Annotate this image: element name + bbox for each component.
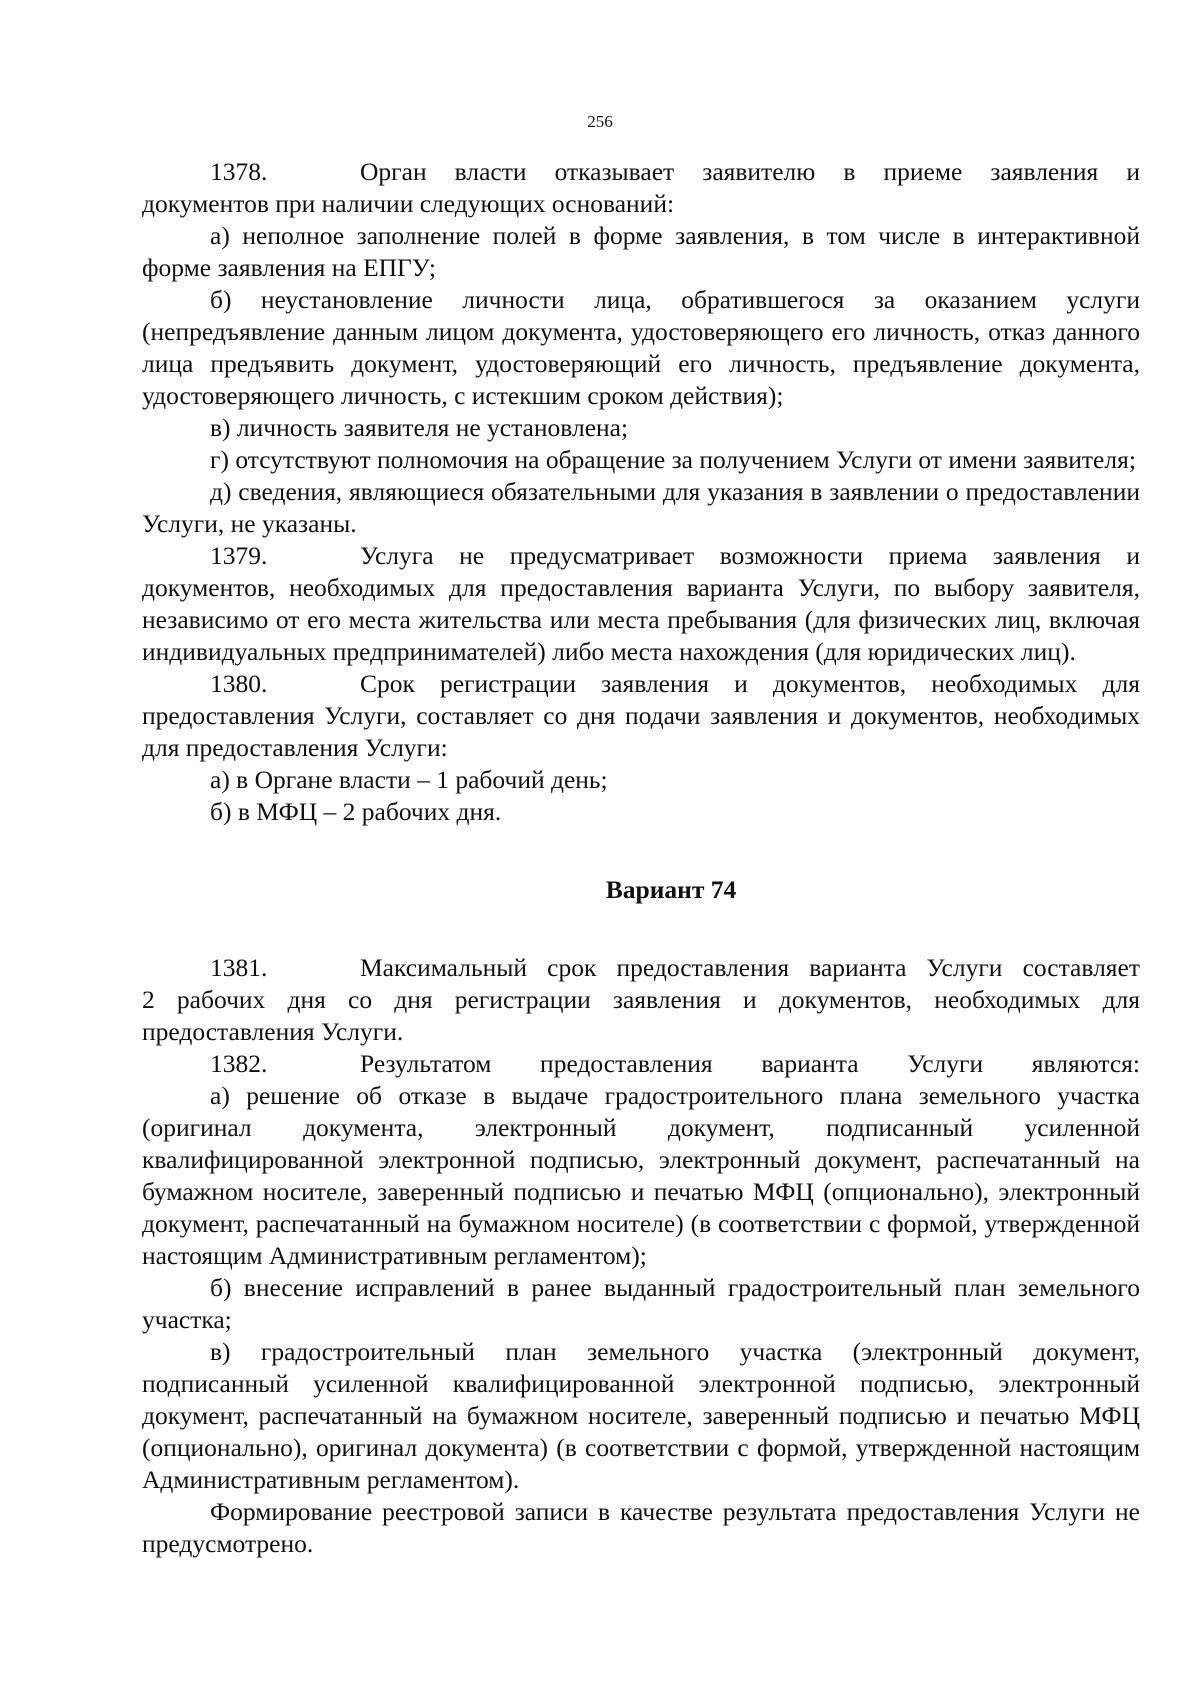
numbered-paragraph [142,156,1140,188]
numbered-paragraph [142,668,1140,700]
sub-paragraph: в) личность заявителя не установлена; [210,413,629,442]
sub-paragraph: Формирование реестровой записи в качестве результата предоставления Услуги не предусмотрено. [142,1497,1140,1558]
sub-paragraph: а) в Органе власти – 1 рабочий день; [210,765,608,794]
paragraph-first-line: Орган власти отказывает заявителю в приеме заявления и [360,157,1140,186]
sub-paragraph: б) в МФЦ – 2 рабочих дня. [210,797,502,826]
sub-paragraph: б) неустановление личности лица, обратившегося за оказанием услуги (непредъявление данным лицом документа, удостоверяющего его личность, отказ данного лица предъявить документ, удостоверяющий его личность, предъявление документа, удостоверяющего личность, с истекшим сроком действия); [142,285,1140,410]
numbered-paragraph [142,952,1140,984]
numbered-paragraph [142,1048,1140,1080]
numbered-paragraph [142,540,1140,572]
paragraph-number: 1382. [210,1049,268,1078]
section-heading: Вариант 74 [605,875,737,904]
sub-paragraph: д) сведения, являющиеся обязательными для указания в заявлении о предоставлении Услуги, не указаны. [142,477,1140,538]
paragraph-number: 1378. [210,157,268,186]
paragraph-number: 1381. [210,953,268,982]
paragraph-number: 1380. [210,669,268,698]
paragraph-number: 1379. [210,541,268,570]
sub-paragraph: г) отсутствуют полномочия на обращение за получением Услуги от имени заявителя; [210,445,1136,474]
paragraph-continuation: документов при наличии следующих оснований: [142,189,675,218]
paragraph-continuation: 2 рабочих дня со дня регистрации заявления и документов, необходимых для предоставления Услуги. [142,985,1140,1046]
paragraph-first-line: Услуга не предусматривает возможности приема заявления и [360,541,1140,570]
sub-paragraph: в) градостроительный план земельного участка (электронный документ, подписанный усиленной квалифицированной электронной подписью, электронный документ, распечатанный на бумажном носителе, заверенный подписью и печатью МФЦ (опционально), оригинал документа) (в соответствии с формой, утвержденной настоящим Административным регламентом). [142,1337,1140,1494]
sub-paragraph: а) решение об отказе в выдаче градостроительного плана земельного участка (оригинал документа, электронный документ, подписанный усиленной квалифицированной электронной подписью, электронный документ, распечатанный на бумажном носителе, заверенный подписью и печатью МФЦ (опционально), электронный документ, распечатанный на бумажном носителе) (в соответствии с формой, утвержденной настоящим Административным регламентом); [142,1081,1140,1270]
paragraph-continuation: предоставления Услуги, составляет со дня подачи заявления и документов, необходимых для предоставления Услуги: [142,701,1140,762]
sub-paragraph: а) неполное заполнение полей в форме заявления, в том числе в интерактивной форме заявления на ЕПГУ; [142,221,1140,282]
page-number: 256 [587,112,613,131]
paragraph-first-line: Срок регистрации заявления и документов, необходимых для [360,669,1140,698]
paragraph-first-line: Максимальный срок предоставления варианта Услуги составляет [360,953,1140,982]
document-body [142,156,1140,1560]
sub-paragraph: б) внесение исправлений в ранее выданный градостроительный план земельного участка; [142,1273,1140,1334]
paragraph-continuation: документов, необходимых для предоставления варианта Услуги, по выбору заявителя, независимо от его места жительства или места пребывания (для физических лиц, включая индивидуальных предпринимателей) либо места нахождения (для юридических лиц). [142,573,1140,666]
paragraph-first-line: Результатом предоставления варианта Услуги являются: [360,1049,1140,1078]
